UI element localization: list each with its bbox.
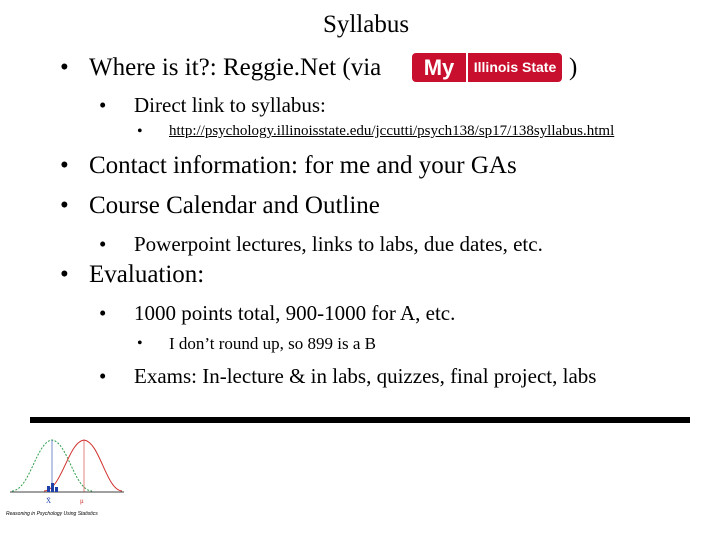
red-curve [44, 440, 122, 491]
bullet-glyph: • [60, 54, 69, 81]
points-text: 1000 points total, 900-1000 for A, etc. [134, 301, 456, 325]
bullet-glyph: • [99, 301, 107, 325]
page-title: Syllabus [322, 11, 410, 38]
distribution-curves-illustration [8, 430, 126, 508]
bullet-glyph: • [99, 364, 107, 388]
sample-bar [55, 487, 58, 492]
bullet-glyph: • [60, 261, 69, 288]
rounding-text: I don’t round up, so 899 is a B [169, 334, 376, 353]
where-suffix: ) [569, 54, 578, 81]
bullet-glyph: • [99, 93, 107, 117]
bullet-glyph: • [60, 152, 69, 179]
divider-rule [30, 417, 690, 423]
bullet-glyph: • [60, 192, 69, 219]
sample-bar [47, 486, 50, 492]
bullet-glyph: • [137, 335, 143, 352]
footer-caption: Reasoning in Psychology Using Statistics [6, 511, 98, 517]
direct-link-label: Direct link to syllabus: [134, 93, 326, 117]
mu-label: μ [80, 497, 84, 505]
bullet-glyph: • [99, 232, 107, 256]
logo-name-text: Illinois State [466, 53, 562, 82]
syllabus-link[interactable]: http://psychology.illinoisstate.edu/jccutti/psych138/sp17/138syllabus.html [169, 123, 615, 139]
exams-text: Exams: In-lecture & in labs, quizzes, final project, labs [134, 364, 597, 388]
logo-my-text: My [412, 53, 466, 82]
calendar-text: Course Calendar and Outline [89, 192, 380, 219]
evaluation-text: Evaluation: [89, 261, 205, 288]
sample-bar [51, 483, 54, 492]
contact-text: Contact information: for me and your GAs [89, 152, 517, 179]
xbar-label: X̄ [46, 497, 52, 505]
bullet-glyph: • [137, 123, 143, 140]
my-illinois-state-logo[interactable] [409, 50, 563, 86]
where-text: Where is it?: Reggie.Net (via [89, 54, 382, 81]
calendar-sub-text: Powerpoint lectures, links to labs, due dates, etc. [134, 232, 543, 256]
